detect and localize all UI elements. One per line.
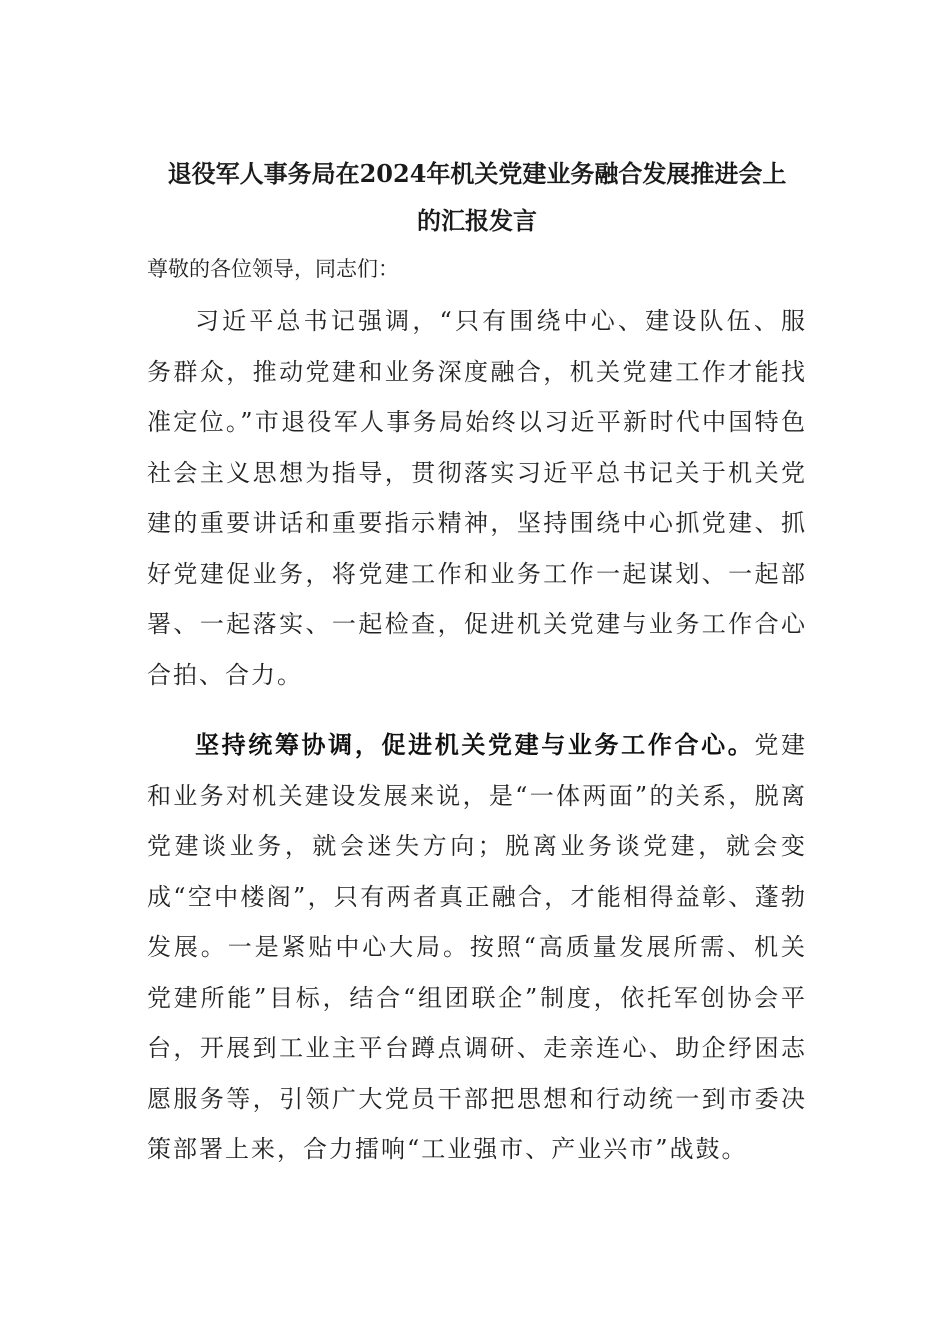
- salutation: 尊敬的各位领导，同志们：: [147, 257, 399, 281]
- title-line-2: 的汇报发言: [417, 206, 537, 235]
- paragraph-1: 习近平总书记强调，“只有围绕中心、建设队伍、服务群众，推动党建和业务深度融合，机关党建工作才能找准定位。”市退役军人事务局始终以习近平新时代中国特色社会主义思想为指导，贯彻落实习近平总书记关于机关党建的重要讲话和重要指示精神，坚持围绕中心抓党建、抓好党建促业务，将党建工作和业务工作一起谋划、一起部署、一起落实、一起检查，促进机关党建与业务工作合心合拍、合力。: [147, 307, 807, 689]
- paragraph-2-body: 党建和业务对机关建设发展来说，是“一体两面”的关系，脱离党建谈业务，就会迷失方向；脱离业务谈党建，就会变成“空中楼阁”，只有两者真正融合，才能相得益彰、蓬勃发展。一是紧贴中心大局。按照“高质量发展所需、机关党建所能”目标，结合“组团联企”制度，依托军创协会平台，开展到工业主平台蹲点调研、走亲连心、助企纾困志愿服务等，引领广大党员干部把思想和行动统一到市委决策部署上来，合力擂响“工业强市、产业兴市”战鼓。: [147, 731, 808, 1163]
- document-page: [147, 150, 807, 1175]
- paragraph-2: [147, 720, 807, 1175]
- paragraph-2-lead: 坚持统筹协调，促进机关党建与业务工作合心。: [195, 730, 755, 759]
- document-title: [147, 150, 807, 244]
- title-line-1: 退役军人事务局在2024年机关党建业务融合发展推进会上: [167, 159, 787, 188]
